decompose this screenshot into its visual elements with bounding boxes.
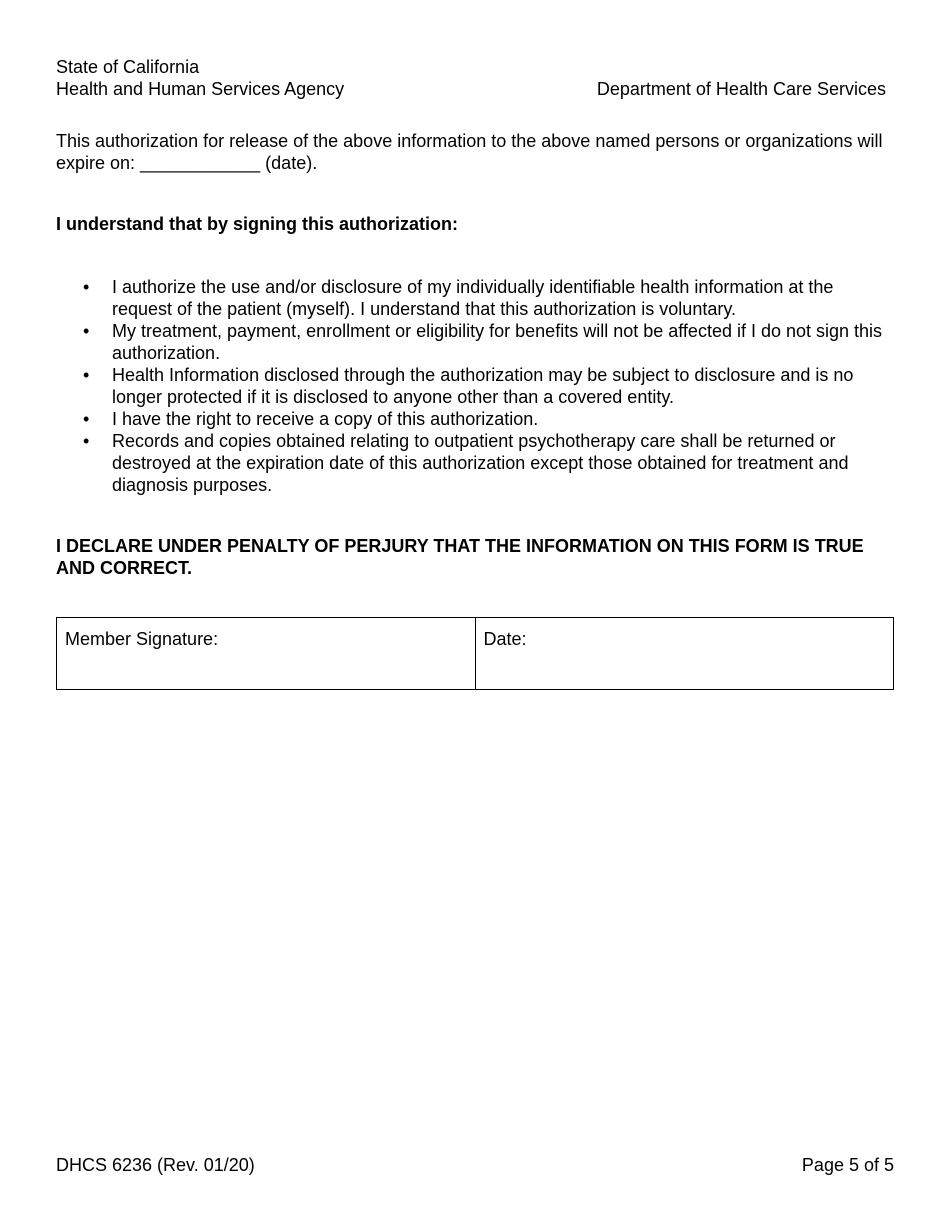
authorization-terms-list — [56, 276, 896, 496]
state-name: State of California — [56, 57, 200, 77]
date-label: Date: — [483, 629, 527, 649]
list-item: • I have the right to receive a copy of this authorization. — [56, 408, 896, 430]
signature-date-field[interactable] — [475, 618, 894, 690]
expiration-statement: This authorization for release of the above information to the above named persons or organizations will expire on: ____________ (date). — [56, 131, 883, 173]
agency-name: Health and Human Services Agency — [56, 79, 345, 99]
signature-table — [56, 617, 894, 690]
understand-heading: I understand that by signing this authorization: — [56, 214, 458, 234]
header-left — [56, 56, 344, 100]
list-item: • I authorize the use and/or disclosure of my individually identifiable health information at the request of the patient (myself). I understand that this authorization is voluntary. — [56, 276, 896, 320]
list-item: • My treatment, payment, enrollment or eligibility for benefits will not be affected if I do not sign this authorization. — [56, 320, 896, 364]
list-item: • Records and copies obtained relating to outpatient psychotherapy care shall be returned or destroyed at the expiration date of this authorization except those obtained for treatment and diagnosis purposes. — [56, 430, 896, 496]
member-signature-label: Member Signature: — [65, 629, 219, 649]
form-id: DHCS 6236 (Rev. 01/20) — [56, 1155, 255, 1175]
department-name: Department of Health Care Services — [596, 79, 886, 99]
perjury-declaration: I DECLARE UNDER PENALTY OF PERJURY THAT THE INFORMATION ON THIS FORM IS TRUE AND CORRECT. — [56, 536, 864, 578]
page-number: Page 5 of 5 — [801, 1155, 894, 1175]
member-signature-field[interactable] — [57, 618, 476, 690]
list-item: • Health Information disclosed through the authorization may be subject to disclosure and is no longer protected if it is disclosed to anyone other than a covered entity. — [56, 364, 896, 408]
